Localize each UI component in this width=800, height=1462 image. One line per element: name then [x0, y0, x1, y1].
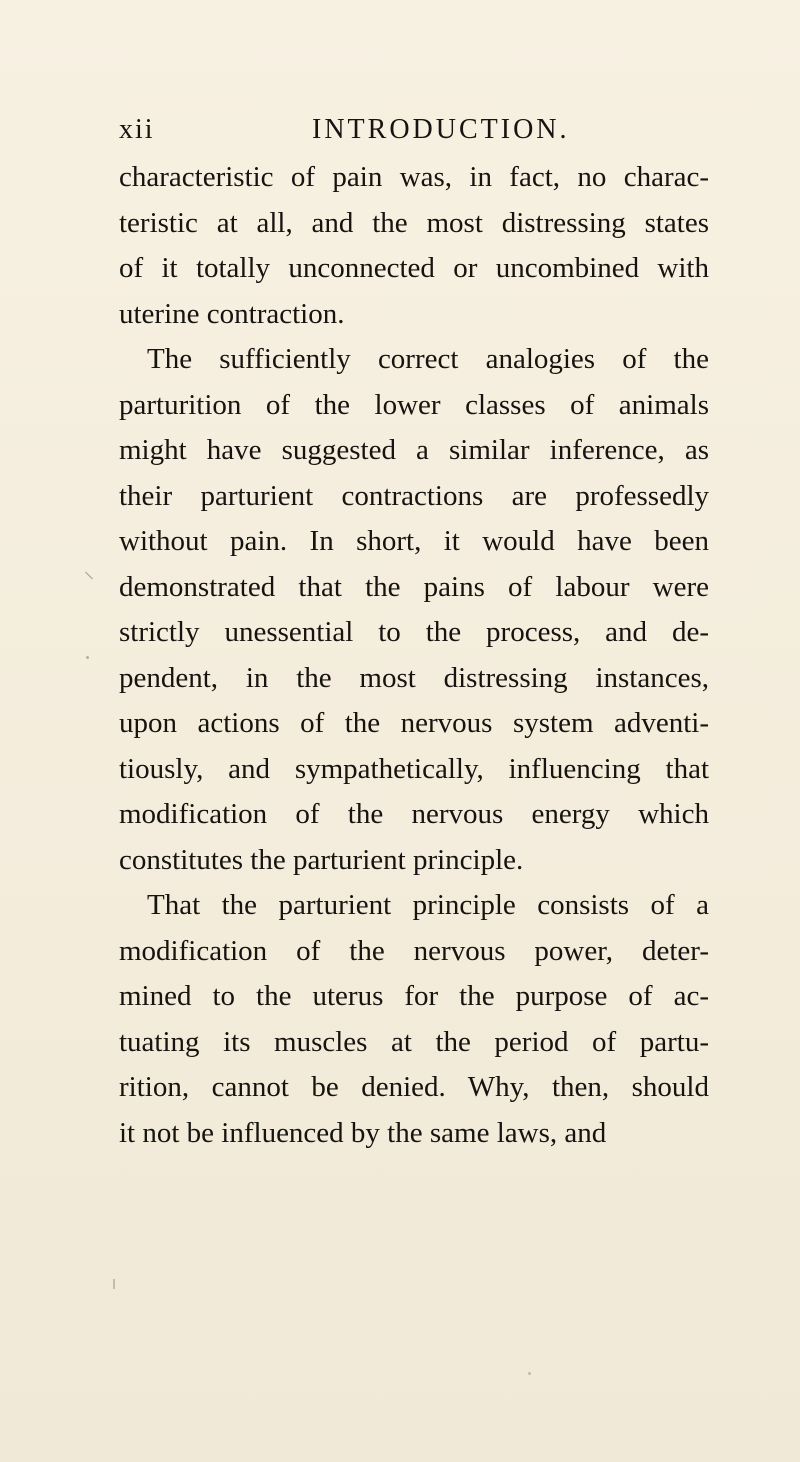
text-line: modification of the nervous energy which [119, 798, 709, 830]
body-text [119, 155, 709, 1156]
text-line: mined to the uterus for the purpose of ac- [119, 980, 709, 1012]
paper-mark [113, 1279, 115, 1289]
paper-mark [86, 656, 89, 659]
text-line: tuating its muscles at the period of partu- [119, 1025, 709, 1058]
text-line: teristic at all, and the most distressing states [119, 206, 709, 239]
text-line: modification of the nervous power, deter- [119, 934, 709, 967]
text-line: parturition of the lower classes of animals [119, 388, 709, 421]
text-line: uterine contraction. [119, 297, 345, 330]
text-line: without pain. In short, it would have been [119, 525, 709, 557]
text-line: of it totally unconnected or uncombined with [119, 252, 709, 284]
text-line: might have suggested a similar inference, as [119, 434, 709, 466]
text-line: constitutes the parturient principle. [119, 843, 524, 876]
text-line: tiously, and sympathetically, influencing that [119, 752, 709, 785]
text-line: it not be influenced by the same laws, and [119, 1116, 607, 1149]
text-line: strictly unessential to the process, and de- [119, 616, 709, 648]
text-line: rition, cannot be denied. Why, then, should [119, 1071, 709, 1103]
paper-mark [85, 572, 93, 580]
page-header [119, 114, 679, 154]
running-head: INTRODUCTION. [312, 114, 570, 145]
text-line: demonstrated that the pains of labour were [119, 570, 709, 603]
page-number: xii [119, 114, 155, 145]
text-line: upon actions of the nervous system adventi- [119, 707, 709, 739]
text-line: their parturient contractions are professedly [119, 479, 709, 512]
text-line: pendent, in the most distressing instances, [119, 661, 709, 694]
text-line: The sufficiently correct analogies of the [147, 343, 709, 375]
paper-mark [528, 1372, 531, 1375]
text-line: characteristic of pain was, in fact, no charac- [119, 161, 709, 193]
text-line: That the parturient principle consists of a [147, 889, 709, 921]
